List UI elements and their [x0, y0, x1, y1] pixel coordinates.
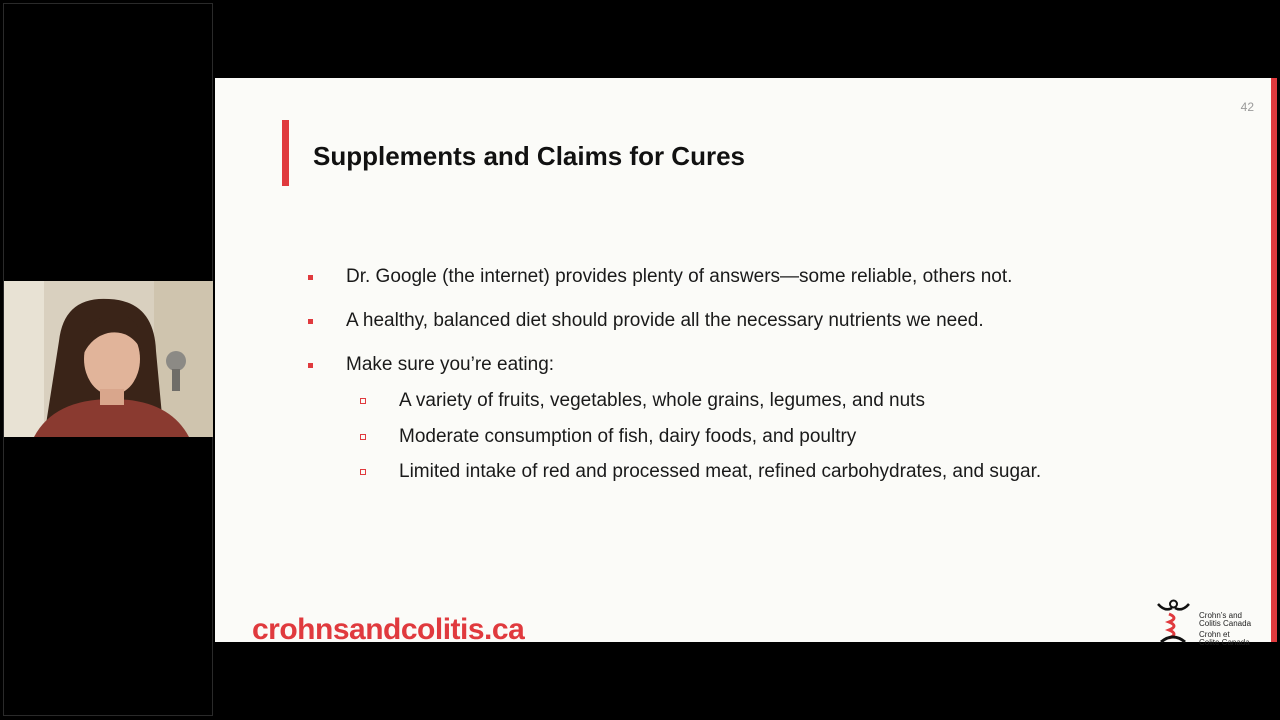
bullet-list	[215, 78, 1277, 642]
logo-text-fr-2: Colite Canada	[1199, 638, 1250, 647]
logo-text-en-1: Crohn’s and	[1199, 611, 1242, 620]
sub-bullet-marker-icon	[360, 469, 366, 475]
crohns-colitis-canada-logo	[1155, 598, 1265, 647]
slide-title: Supplements and Claims for Cures	[313, 141, 745, 171]
bullet-item: A healthy, balanced diet should provide all the necessary nutrients we need.	[346, 310, 984, 331]
slide-page-number: 42	[1240, 100, 1254, 114]
presenter-webcam-video[interactable]	[4, 281, 213, 437]
sub-bullet-item: A variety of fruits, vegetables, whole grains, legumes, and nuts	[399, 390, 925, 411]
presentation-slide	[215, 78, 1277, 647]
sub-bullet-item: Limited intake of red and processed meat, refined carbohydrates, and sugar.	[399, 461, 1042, 482]
bullet-item: Make sure you’re eating:	[346, 354, 555, 375]
presenter-avatar-icon	[4, 281, 213, 437]
logo-text-en-2: Colitis Canada	[1199, 619, 1252, 628]
footer-website-url: crohnsandcolitis.ca	[252, 613, 525, 646]
logo-text-block	[1199, 612, 1251, 647]
bullet-marker-icon	[308, 319, 313, 324]
bullet-marker-icon	[308, 363, 313, 368]
sub-bullet-marker-icon	[360, 434, 366, 440]
logo-figure-icon	[1155, 598, 1195, 642]
bullet-item: Dr. Google (the internet) provides plenty of answers—some reliable, others not.	[346, 266, 1013, 287]
bullet-marker-icon	[308, 275, 313, 280]
sub-bullet-marker-icon	[360, 398, 366, 404]
logo-text-fr-1: Crohn et	[1199, 630, 1230, 639]
sub-bullet-item: Moderate consumption of fish, dairy foods, and poultry	[399, 426, 857, 447]
